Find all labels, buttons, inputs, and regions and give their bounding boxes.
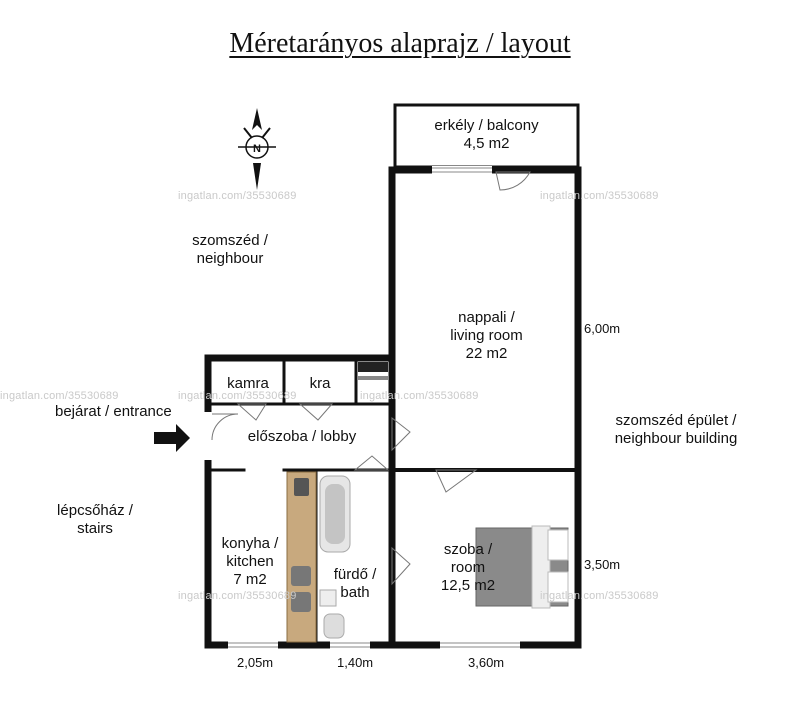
- bath-label: fürdő / bath: [333, 566, 377, 601]
- living-room-label: nappali / living room 22 m2: [450, 309, 523, 362]
- neighbour-building-label: szomszéd épület / neighbour building: [614, 412, 738, 447]
- dim-living-depth: 6,00m: [584, 321, 621, 336]
- watermark: ingatlan.com/35530689: [360, 390, 479, 402]
- shaft-block: [358, 362, 388, 372]
- watermark: ingatlan.com/35530689: [178, 390, 297, 402]
- watermark: ingatlan.com/35530689: [178, 190, 297, 202]
- pantry-label: kamra: [227, 375, 269, 392]
- pantry2-label: kra: [309, 375, 331, 392]
- watermark: ingatlan.com/35530689: [0, 390, 119, 402]
- kitchen-label: konyha / kitchen 7 m2: [221, 535, 279, 588]
- neighbour-label: szomszéd / neighbour: [192, 232, 268, 267]
- stairs-label: lépcsőház / stairs: [57, 502, 133, 537]
- dim-room-depth: 3,50m: [584, 557, 621, 572]
- dim-kitchen-width: 2,05m: [237, 655, 274, 670]
- dim-bath-width: 1,40m: [337, 655, 374, 670]
- bathtub-inner: [325, 484, 345, 544]
- watermark: ingatlan.com/35530689: [540, 190, 659, 202]
- kitchen-counter: [287, 472, 316, 642]
- entrance-arrow-icon: [154, 424, 190, 452]
- entrance-label: bejárat / entrance: [55, 403, 172, 420]
- room-label: szoba / room 12,5 m2: [440, 541, 496, 594]
- shaft-detail: [358, 376, 388, 380]
- watermark: ingatlan.com/35530689: [540, 590, 659, 602]
- toilet: [324, 614, 344, 638]
- stove: [294, 478, 309, 496]
- sink-1: [291, 566, 311, 586]
- dim-room-width: 3,60m: [468, 655, 505, 670]
- lobby-label: előszoba / lobby: [247, 428, 357, 445]
- page-title: Méretarányos alaprajz / layout: [229, 28, 571, 59]
- entrance-gap: [204, 412, 212, 460]
- balcony-label: erkély / balcony 4,5 m2: [434, 117, 539, 152]
- watermark: ingatlan.com/35530689: [178, 590, 297, 602]
